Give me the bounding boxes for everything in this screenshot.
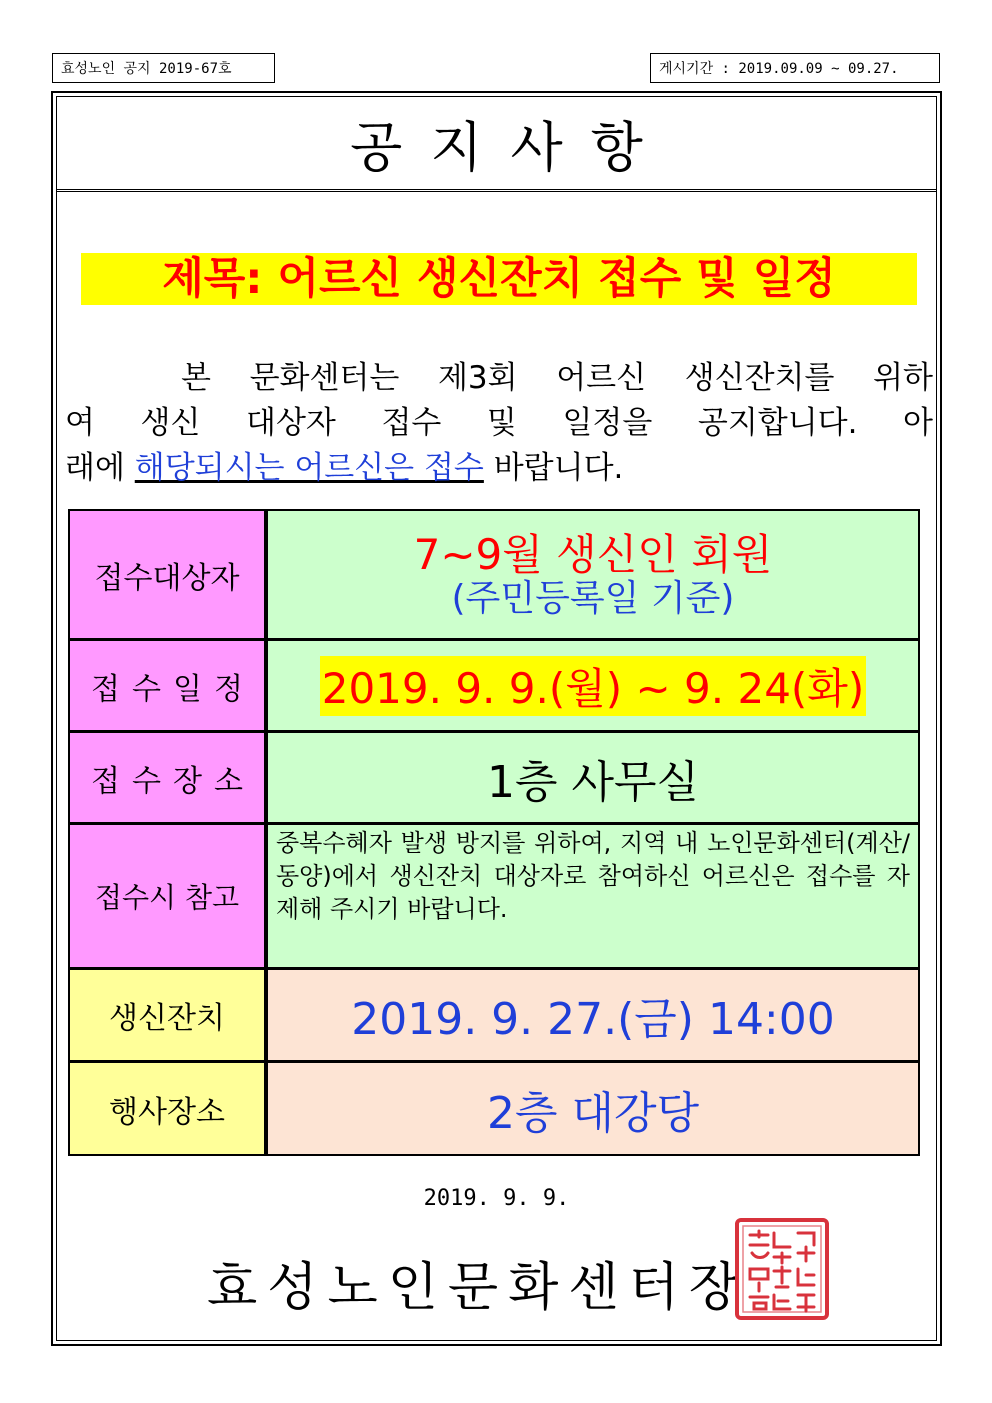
organization-name: 효성노인문화센터장 bbox=[207, 1258, 750, 1318]
table-row bbox=[70, 733, 918, 825]
subject-heading: 제목: 어르신 생신잔치 접수 및 일정 bbox=[81, 253, 917, 305]
target-sub-text: (주민등록일 기준) bbox=[451, 577, 735, 619]
intro-text-1: 본 문화센터는 제3회 어르신 생신잔치를 위하 bbox=[180, 360, 933, 396]
target-main-text: 7~9월 생신인 회원 bbox=[413, 529, 773, 579]
row-label-place: 접수장소 bbox=[70, 733, 268, 822]
row-label-period: 접수일정 bbox=[70, 641, 268, 730]
row-value-target bbox=[268, 511, 918, 638]
intro-suffix: 바랍니다. bbox=[483, 450, 624, 486]
intro-line-3 bbox=[65, 446, 933, 491]
row-value-place bbox=[268, 733, 918, 822]
table-row bbox=[70, 825, 918, 970]
table-row bbox=[70, 641, 918, 733]
table-row bbox=[70, 1063, 918, 1154]
posting-period: 게시기간 : 2019.09.09 ~ 09.27. bbox=[650, 53, 940, 83]
row-value-period bbox=[268, 641, 918, 730]
period-text: 2019. 9. 9.(월) ~ 9. 24(화) bbox=[320, 656, 867, 716]
row-label-party: 생신잔치 bbox=[70, 970, 268, 1060]
title-box bbox=[57, 97, 936, 192]
row-label-target: 접수대상자 bbox=[70, 511, 268, 638]
row-label-venue: 행사장소 bbox=[70, 1063, 268, 1154]
party-datetime-text: 2019. 9. 27.(금) 14:00 bbox=[351, 994, 835, 1045]
row-value-party bbox=[268, 970, 918, 1060]
page-title: 공지사항 bbox=[350, 115, 671, 179]
notice-number: 효성노인 공지 2019-67호 bbox=[52, 53, 275, 83]
intro-prefix: 래에 bbox=[65, 450, 135, 486]
intro-line-2: 여 생신 대상자 접수 및 일정을 공지합니다. 아 bbox=[65, 405, 933, 441]
table-row bbox=[70, 970, 918, 1063]
official-seal-icon bbox=[734, 1217, 830, 1321]
info-table bbox=[68, 509, 920, 1156]
intro-paragraph bbox=[65, 356, 933, 491]
place-text: 1층 사무실 bbox=[487, 756, 699, 808]
intro-highlight: 해당되시는 어르신은 접수 bbox=[134, 450, 484, 486]
row-label-note: 접수시 참고 bbox=[70, 825, 268, 967]
row-value-venue bbox=[268, 1063, 918, 1154]
venue-text: 2층 대강당 bbox=[487, 1087, 699, 1139]
notice-frame bbox=[51, 91, 942, 1346]
table-row bbox=[70, 511, 918, 641]
notice-inner-frame bbox=[56, 96, 937, 1341]
notice-date: 2019. 9. 9. bbox=[423, 1186, 570, 1211]
intro-line-1 bbox=[65, 356, 933, 401]
row-value-note: 중복수혜자 발생 방지를 위하여, 지역 내 노인문화센터(계산/동양)에서 생신잔치 대상자로 참여하신 어르신은 접수를 자제해 주시기 바랍니다. bbox=[268, 825, 918, 967]
